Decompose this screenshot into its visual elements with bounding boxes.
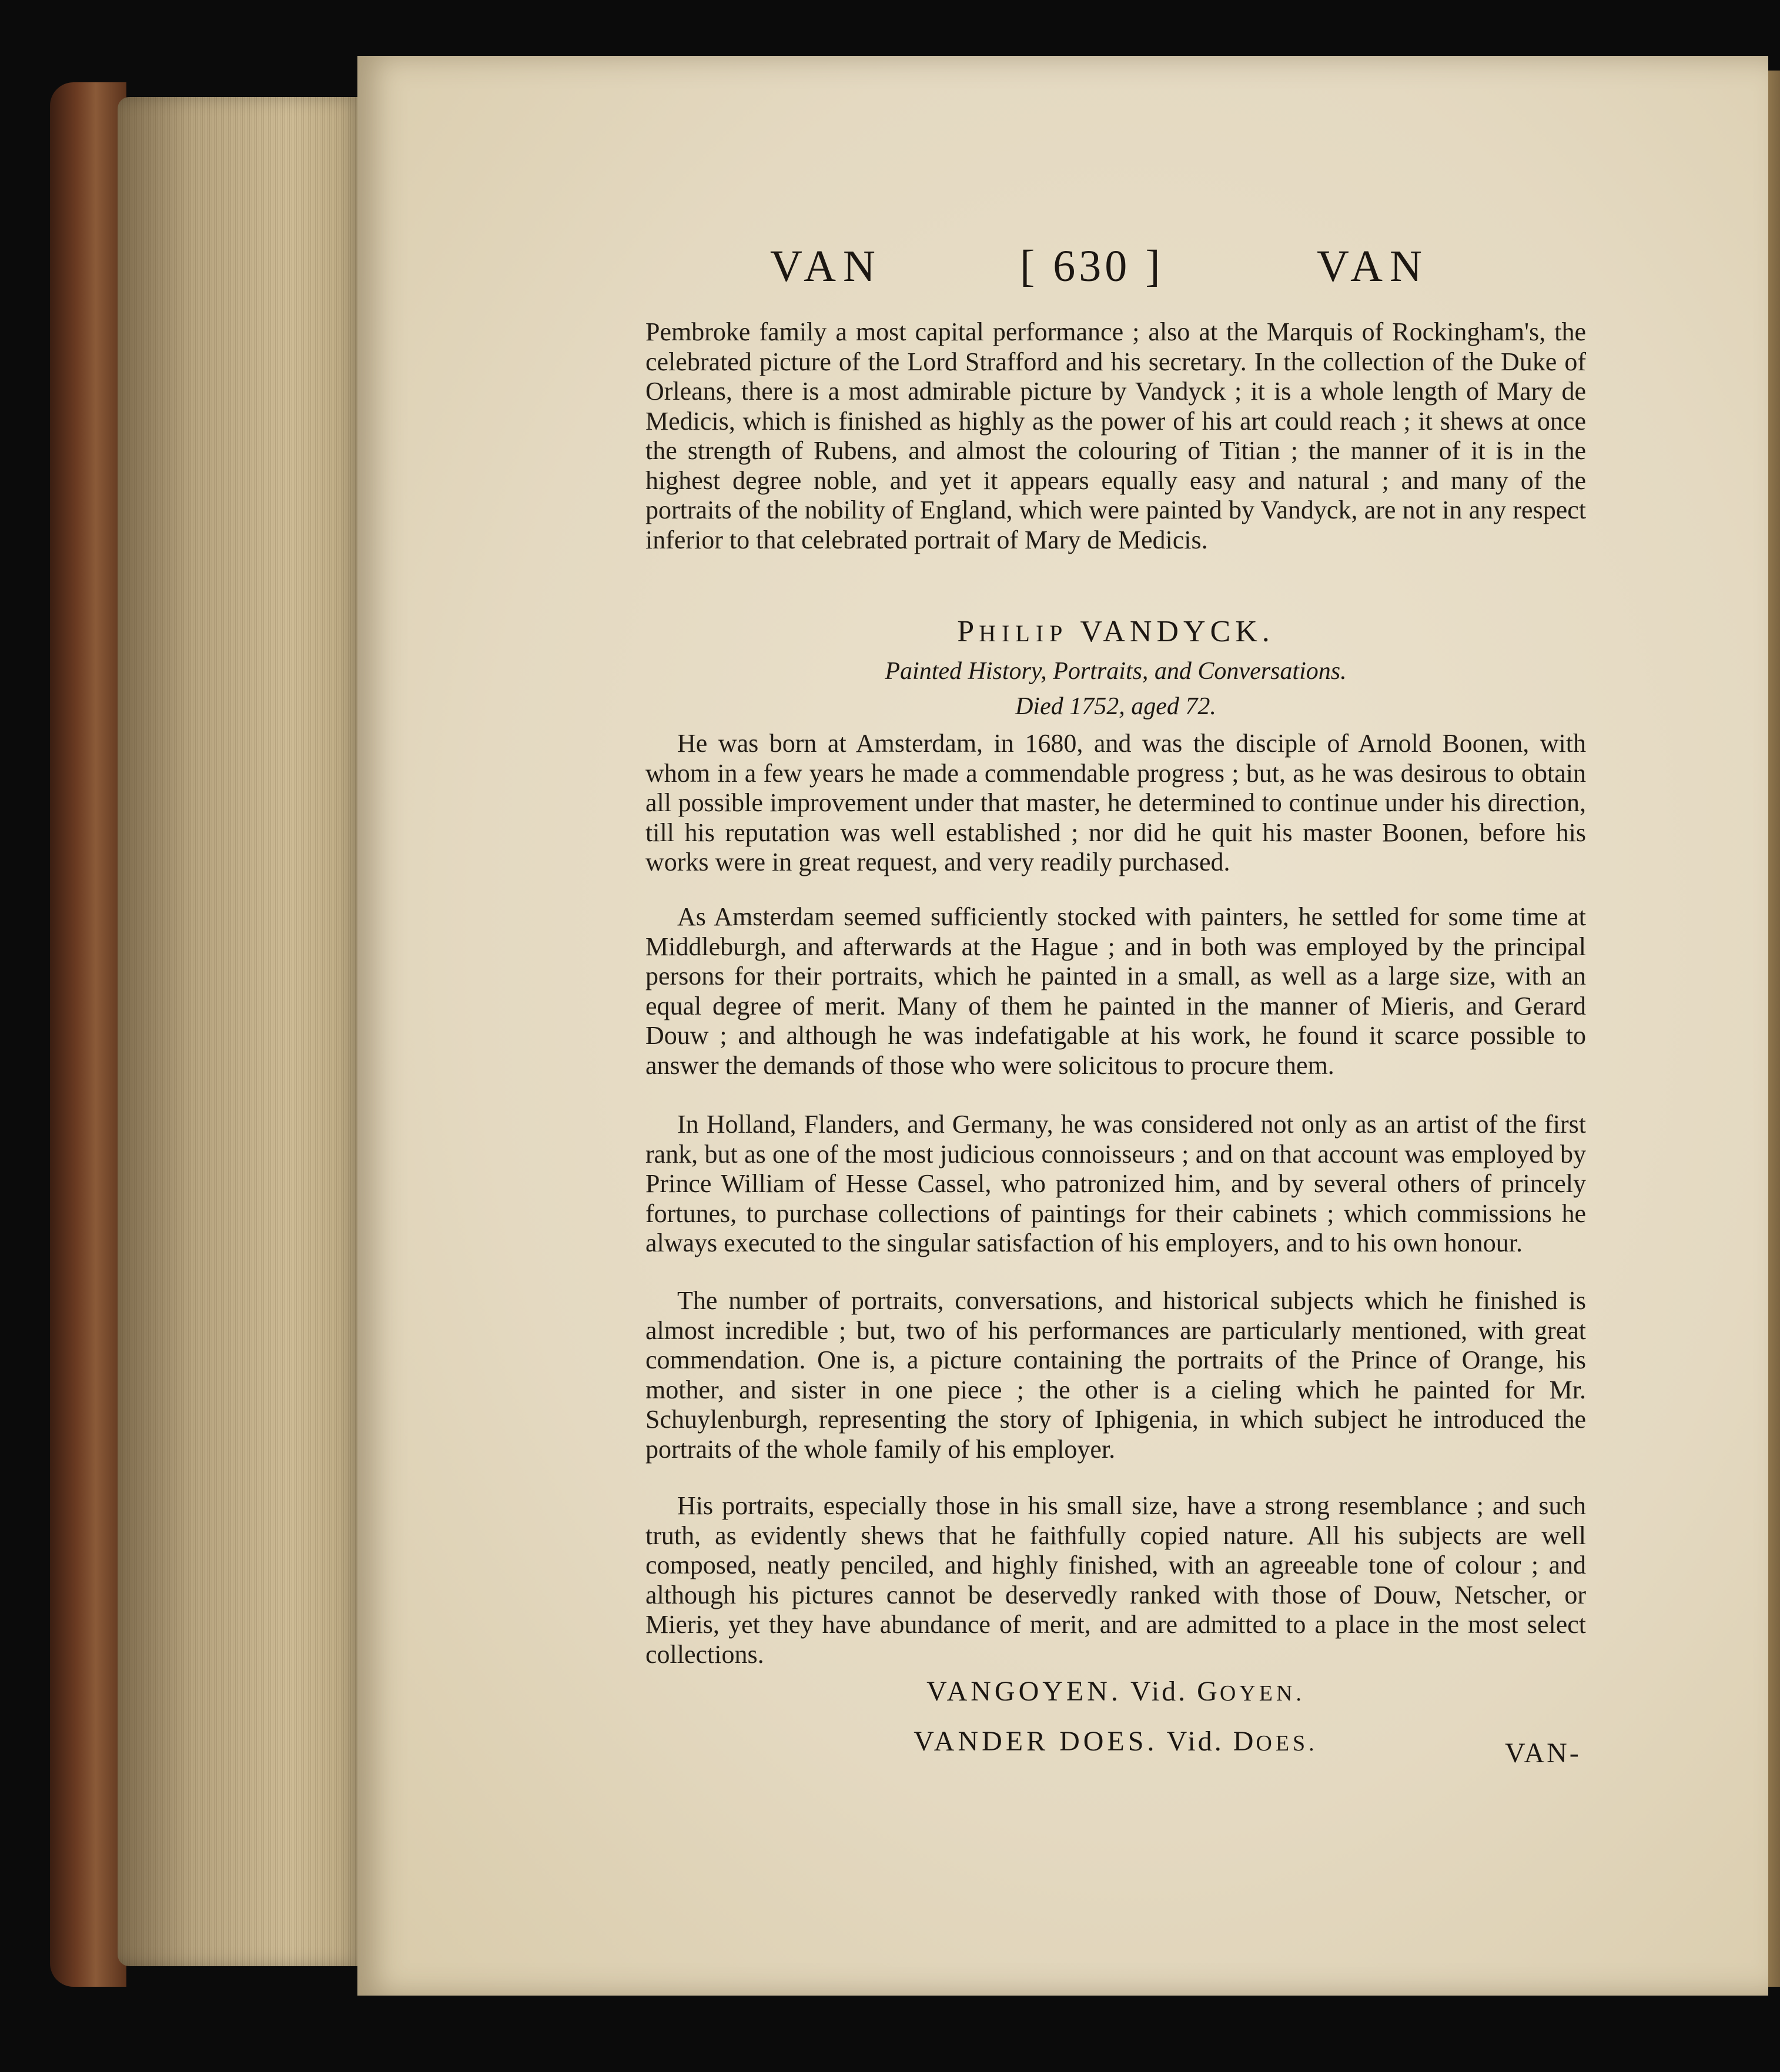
cross-reference [645,1675,1586,1708]
running-head-left: VAN [770,242,882,291]
paragraph: The number of portraits, conversations, and historical subjects which he finished is almost incredible ; but, two of his performances are particularly mentioned, with great commendation. One is, a picture containing the portraits of the Prince of Orange, his mother, and sister in one piece ; the other is a cieling which he painted for Mr. Schuylenburgh, representing the story of Iphigenia, in which subject he introduced the portraits of the whole family of his employer. [645,1286,1586,1464]
xref-name: VANDER DOES. [914,1726,1158,1757]
paragraph: His portraits, especially those in his small size, have a strong resemblance ; and such truth, as evidently shews that he faithfully copied nature. All his subjects are well composed, neatly penciled, and highly finished, with an agreeable tone of colour ; and although his pictures cannot be deservedly ranked with those of Douw, Netscher, or Mieris, yet they have abundance of merit, and are admitted to a place in the most select collections. [645,1491,1586,1669]
page-edges [118,97,364,1966]
xref-vid: Vid. [1130,1676,1188,1707]
running-head-right: VAN [1317,242,1429,291]
paragraph-continued: Pembroke family a most capital performance ; also at the Marquis of Rockingham's, the celebrated picture of the Lord Strafford and his secretary. In the collection of the Duke of Orleans, there is a most admirable picture by Vandyck ; it is a whole length of Mary de Medicis, which is finished as highly as the power of his art could reach ; it shews at once the strength of Rubens, and almost the colouring of Titian ; the manner of it is in the highest degree noble, and yet it appears equally easy and natural ; and many of the portraits of the nobility of England, which were painted by Vandyck, are not in any respect inferior to that celebrated portrait of Mary de Medicis. [645,317,1586,554]
xref-target-initial: G [1197,1676,1220,1707]
xref-vid: Vid. [1166,1726,1224,1757]
paragraph: As Amsterdam seemed sufficiently stocked with painters, he settled for some time at Middleburgh, and afterwards at the Hague ; and in both was employed by the principal persons for their portraits, which he painted in a small, as well as a large size, with an equal degree of merit. Many of them he painted in the manner of Mieris, and Gerard Douw ; and although he was indefatigable at his work, he found it scarce possible to answer the demands of those who were solicitous to procure them. [645,902,1586,1080]
leather-binding [50,82,126,1987]
xref-target-rest: OYEN. [1219,1681,1305,1706]
paragraph: In Holland, Flanders, and Germany, he was considered not only as an artist of the first rank, but as one of the most judicious connoisseurs ; and on that account was employed by Prince William of Hesse Cassel, who patronized him, and by several others of princely fortunes, to purchase collections of paintings for their cabinets ; which commissions he always executed to the singular satisfaction of his employers, and to his own honour. [645,1110,1586,1257]
entry-subtitle: Painted History, Portraits, and Conversations. [885,658,1347,685]
xref-target-rest: OES. [1256,1731,1318,1756]
catchword: VAN- [1505,1738,1581,1769]
entry-first-initial: P [957,615,979,648]
entry-dates: Died 1752, aged 72. [1015,693,1216,720]
xref-name: VANGOYEN. [926,1676,1122,1707]
entry-first-rest: HILIP [979,620,1069,647]
paragraph: He was born at Amsterdam, in 1680, and was the disciple of Arnold Boonen, with whom in a few years he made a commendable progress ; but, as he was desirous to obtain all possible improvement under that master, he determined to continue under his direction, till his reputation was well established ; nor did he quit his master Boonen, before his works were in great request, and very readily purchased. [645,729,1586,876]
entry-title [645,614,1586,649]
xref-target-initial: D [1233,1726,1256,1757]
cross-reference [645,1725,1586,1758]
page-number: [ 630 ] [1020,242,1164,291]
entry-surname: VANDYCK. [1080,615,1274,648]
